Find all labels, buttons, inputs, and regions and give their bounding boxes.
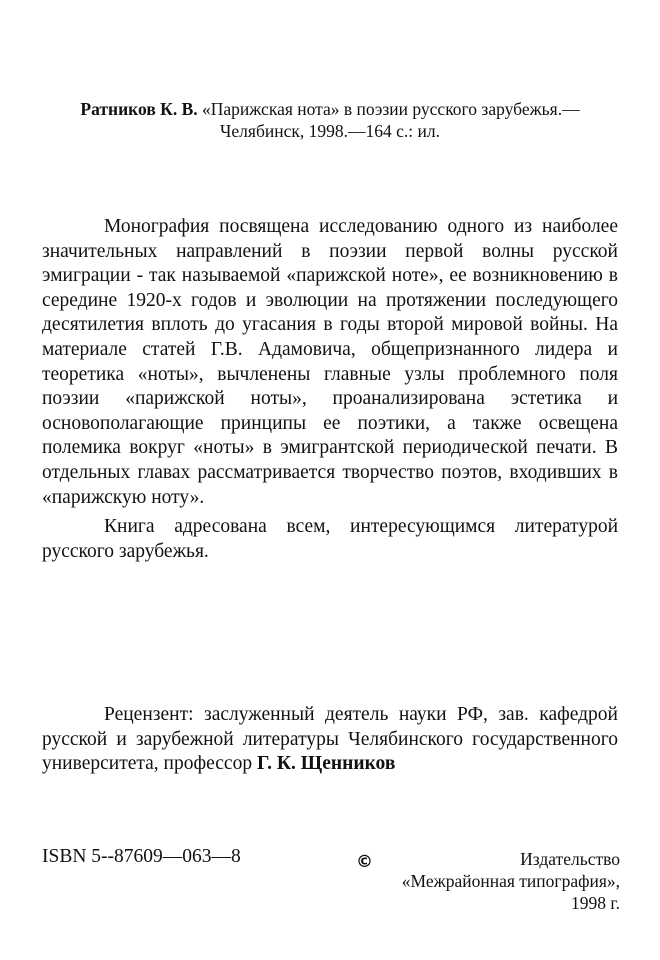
citation-line-1 — [30, 98, 630, 120]
abstract-paragraph-2: Книга адресована всем, интересующимся литературой русского зарубежья. — [42, 516, 618, 562]
publisher-line-1: Издательство — [520, 849, 620, 869]
copyright-icon: © — [356, 852, 373, 872]
isbn: ISBN 5-‑87609—063—8 — [42, 846, 241, 867]
reviewer-note — [42, 703, 618, 777]
citation-author: Ратников К. В. — [80, 99, 198, 119]
citation-title: «Парижская нота» в поэзии русского зарубежья.— — [202, 99, 580, 119]
publisher-line-2: «Межрайонная типография», — [401, 871, 620, 891]
reviewer-name: Г. К. Щенников — [256, 753, 396, 775]
publisher-line-3: 1998 г. — [571, 893, 620, 913]
abstract — [42, 215, 618, 564]
publisher-info — [360, 848, 620, 914]
reviewer-text: Рецензент: заслуженный деятель науки РФ, зав. кафедрой русской и зарубежной литературы Челябинского государственного университета, профессор — [42, 704, 618, 775]
abstract-paragraph-1: Монография посвящена исследованию одного из наиболее значительных направлений в поэзии первой волны русской эмиграции - так называемой «парижской ноте», ее возникновению в середине 1920-х годов и эволюции на протяжении последующего десятилетия вплоть до угасания в годы второй мировой войны. На материале статей Г.В. Адамовича, общепризнанного лидера и теоретика «ноты», вычленены главные узлы проблемного поля поэзии «парижской ноты», проанализирована эстетика и основополагающие принципы ее поэтики, а также освещена полемика вокруг «ноты» в эмигрантской периодической печати. В отдельных главах рассматривается творчество поэтов, входивших в «парижскую ноту». — [42, 216, 618, 508]
bibliographic-citation — [30, 98, 630, 142]
citation-line-2: Челябинск, 1998.—164 с.: ил. — [220, 121, 440, 141]
